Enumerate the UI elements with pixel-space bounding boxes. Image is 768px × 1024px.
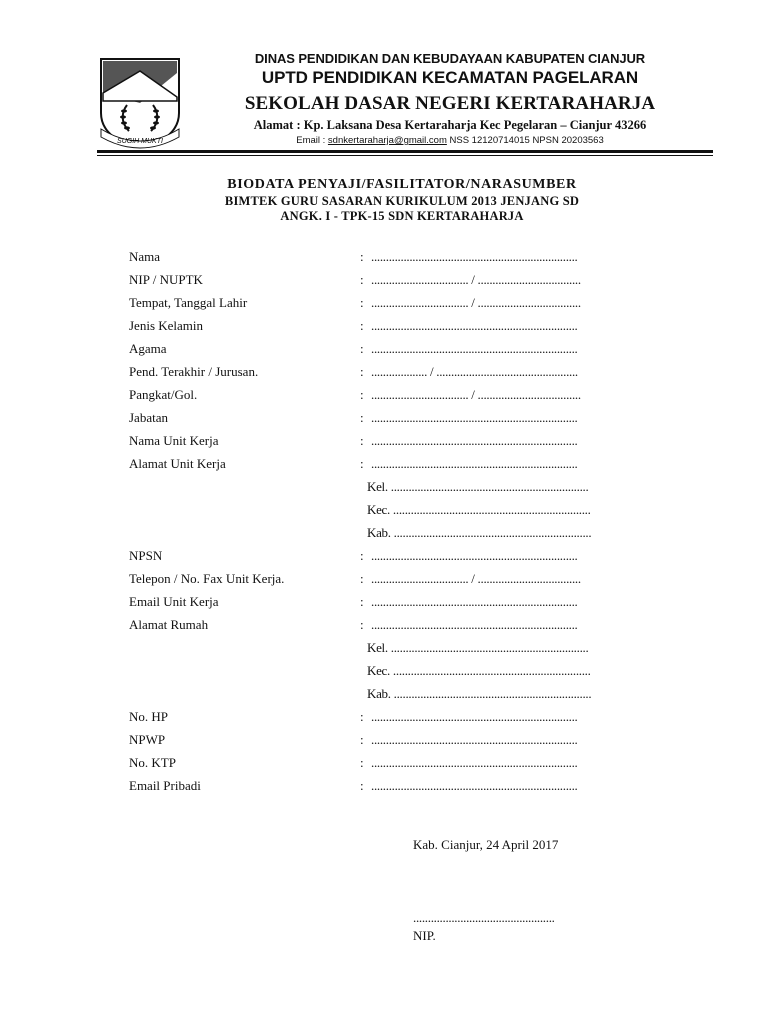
form-row bbox=[0, 500, 768, 523]
field-colon: : bbox=[360, 433, 364, 448]
form-row bbox=[0, 523, 768, 546]
field-colon: : bbox=[360, 571, 364, 586]
biodata-form bbox=[0, 247, 768, 799]
email-link[interactable]: sdnkertaraharja@gmail.com bbox=[327, 135, 447, 146]
address-sub-field[interactable]: Kec. ................................................................... bbox=[367, 663, 591, 678]
document-subtitle: BIMTEK GURU SASARAN KURIKULUM 2013 JENJANG SD bbox=[224, 194, 580, 208]
form-row bbox=[0, 339, 768, 362]
letterhead bbox=[0, 0, 768, 155]
field-label: NPWP bbox=[129, 732, 166, 747]
field-blank[interactable]: ...................................................................... bbox=[371, 341, 578, 356]
field-label: Email Pribadi bbox=[129, 778, 201, 793]
signature-place-date: Kab. Cianjur, 24 April 2017 bbox=[413, 837, 559, 852]
field-colon: : bbox=[360, 732, 364, 747]
school-emblem-logo bbox=[97, 57, 183, 149]
field-blank[interactable]: ...................................................................... bbox=[371, 318, 578, 333]
field-label: NIP / NUPTK bbox=[129, 272, 203, 287]
contact-line bbox=[190, 135, 710, 146]
field-colon: : bbox=[360, 709, 364, 724]
header-rule-thin bbox=[97, 155, 713, 156]
field-label: Tempat, Tanggal Lahir bbox=[129, 295, 248, 310]
form-row bbox=[0, 247, 768, 270]
form-row bbox=[0, 615, 768, 638]
field-colon: : bbox=[360, 456, 364, 471]
field-colon: : bbox=[360, 594, 364, 609]
form-row bbox=[0, 776, 768, 799]
email-label: Email : bbox=[296, 135, 328, 146]
form-row bbox=[0, 638, 768, 661]
field-blank[interactable]: ...................................................................... bbox=[371, 778, 578, 793]
field-blank[interactable]: ...................................................................... bbox=[371, 410, 578, 425]
field-colon: : bbox=[360, 548, 364, 563]
field-blank[interactable]: ................... / ................................................ bbox=[371, 364, 578, 379]
field-blank[interactable]: ................................. / ................................... bbox=[371, 571, 581, 586]
form-row bbox=[0, 661, 768, 684]
field-label: Telepon / No. Fax Unit Kerja. bbox=[129, 571, 285, 586]
field-colon: : bbox=[360, 295, 364, 310]
field-blank[interactable]: ...................................................................... bbox=[371, 617, 578, 632]
field-blank[interactable]: ...................................................................... bbox=[371, 456, 578, 471]
uptd-name: UPTD PENDIDIKAN KECAMATAN PAGELARAN bbox=[261, 68, 639, 87]
address-sub-field[interactable]: Kel. ................................................................... bbox=[367, 640, 589, 655]
field-label: Nama bbox=[129, 249, 161, 264]
field-colon: : bbox=[360, 617, 364, 632]
field-colon: : bbox=[360, 318, 364, 333]
form-row bbox=[0, 546, 768, 569]
address-sub-field[interactable]: Kec. ................................................................... bbox=[367, 502, 591, 517]
form-row bbox=[0, 707, 768, 730]
field-colon: : bbox=[360, 387, 364, 402]
address-sub-field[interactable]: Kab. ................................................................... bbox=[367, 525, 592, 540]
address-sub-field[interactable]: Kel. ................................................................... bbox=[367, 479, 589, 494]
field-colon: : bbox=[360, 410, 364, 425]
form-row bbox=[0, 730, 768, 753]
field-colon: : bbox=[360, 249, 364, 264]
field-colon: : bbox=[360, 341, 364, 356]
school-address: Alamat : Kp. Laksana Desa Kertaraharja Kec Pegelaran – Cianjur 43266 bbox=[253, 118, 647, 132]
signature-nip-label: NIP. bbox=[413, 928, 436, 943]
field-blank[interactable]: ................................. / ................................... bbox=[371, 272, 581, 287]
document-subtitle-2: ANGK. I - TPK-15 SDN KERTARAHARJA bbox=[280, 209, 524, 223]
field-label: Alamat Unit Kerja bbox=[129, 456, 226, 471]
form-row bbox=[0, 293, 768, 316]
form-row bbox=[0, 753, 768, 776]
svg-text:SUGIH MUKTI: SUGIH MUKTI bbox=[117, 138, 163, 145]
field-label: Pangkat/Gol. bbox=[129, 387, 198, 402]
form-row bbox=[0, 385, 768, 408]
address-sub-field[interactable]: Kab. ................................................................... bbox=[367, 686, 592, 701]
form-row bbox=[0, 408, 768, 431]
form-row bbox=[0, 362, 768, 385]
form-row bbox=[0, 454, 768, 477]
document-title: BIODATA PENYAJI/FASILITATOR/NARASUMBER bbox=[227, 177, 577, 192]
field-label: Jenis Kelamin bbox=[129, 318, 204, 333]
form-row bbox=[0, 431, 768, 454]
field-colon: : bbox=[360, 364, 364, 379]
agency-name: DINAS PENDIDIKAN DAN KEBUDAYAAN KABUPATEN CIANJUR bbox=[254, 51, 646, 66]
signature-name-line: ................................................ bbox=[413, 910, 555, 925]
field-label: Alamat Rumah bbox=[129, 617, 209, 632]
field-label: No. HP bbox=[129, 709, 169, 724]
field-blank[interactable]: ................................. / ................................... bbox=[371, 295, 581, 310]
school-name: SEKOLAH DASAR NEGERI KERTARAHARJA bbox=[244, 93, 656, 114]
field-label: NPSN bbox=[129, 548, 163, 563]
field-label: Pend. Terakhir / Jurusan. bbox=[129, 364, 259, 379]
form-row bbox=[0, 592, 768, 615]
field-label: Email Unit Kerja bbox=[129, 594, 219, 609]
form-row bbox=[0, 270, 768, 293]
form-row bbox=[0, 684, 768, 707]
field-label: Nama Unit Kerja bbox=[129, 433, 219, 448]
field-colon: : bbox=[360, 755, 364, 770]
field-blank[interactable]: ...................................................................... bbox=[371, 548, 578, 563]
nss-npsn: NSS 12120714015 NPSN 20203563 bbox=[446, 135, 604, 146]
field-blank[interactable]: ...................................................................... bbox=[371, 709, 578, 724]
field-colon: : bbox=[360, 272, 364, 287]
field-label: Jabatan bbox=[129, 410, 168, 425]
form-row bbox=[0, 569, 768, 592]
field-blank[interactable]: ...................................................................... bbox=[371, 732, 578, 747]
header-rule-thick bbox=[97, 150, 713, 153]
field-blank[interactable]: ...................................................................... bbox=[371, 755, 578, 770]
field-label: No. KTP bbox=[129, 755, 176, 770]
field-blank[interactable]: ................................. / ................................... bbox=[371, 387, 581, 402]
field-label: Agama bbox=[129, 341, 167, 356]
field-blank[interactable]: ...................................................................... bbox=[371, 249, 578, 264]
field-colon: : bbox=[360, 778, 364, 793]
form-row bbox=[0, 477, 768, 500]
field-blank[interactable]: ...................................................................... bbox=[371, 594, 578, 609]
field-blank[interactable]: ...................................................................... bbox=[371, 433, 578, 448]
form-row bbox=[0, 316, 768, 339]
